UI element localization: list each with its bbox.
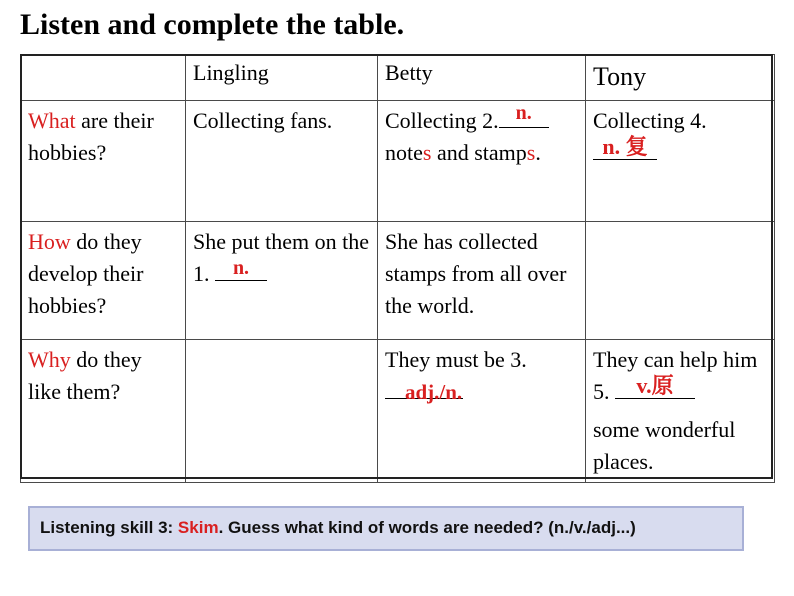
answer-text: adj./n.: [405, 380, 463, 404]
question-cell: [21, 340, 186, 483]
hobbies-table: [20, 54, 775, 483]
cell-text: They can help him 5.: [593, 347, 758, 404]
betty-cell: [378, 101, 586, 222]
question-text: do they develop their hobbies?: [28, 229, 144, 318]
lingling-cell: [186, 340, 378, 483]
answer-text: v.原: [636, 373, 674, 398]
cell-text: notes and stamps.: [385, 140, 541, 165]
question-keyword: What: [28, 108, 76, 133]
header-lingling: Lingling: [186, 55, 378, 101]
table-row: [21, 340, 775, 483]
skill-prefix: Listening skill 3:: [40, 518, 178, 537]
question-keyword: Why: [28, 347, 71, 372]
skill-keyword: Skim: [177, 518, 219, 537]
question-cell: [21, 101, 186, 222]
cell-text: Collecting 2.: [385, 108, 499, 133]
answer-blank-5[interactable]: [615, 373, 695, 399]
table-row: [21, 101, 775, 222]
cell-text: She put them on the 1.: [193, 229, 369, 286]
tony-cell: [586, 101, 775, 222]
betty-cell: She has collected stamps from all over the world.: [378, 222, 586, 340]
lingling-cell: [186, 222, 378, 340]
header-empty-cell: [21, 55, 186, 101]
cell-text: Collecting 4.: [593, 108, 707, 133]
answer-blank-4[interactable]: [593, 134, 657, 160]
answer-text: n.: [515, 102, 532, 124]
question-cell: [21, 222, 186, 340]
skill-suffix: . Guess what kind of words are needed? (n./v./adj...): [218, 518, 636, 537]
answer-blank-2[interactable]: [499, 102, 549, 128]
cell-text: They must be 3.: [385, 347, 527, 372]
table-header-row: [21, 55, 775, 101]
page-title: Listen and complete the table.: [20, 8, 405, 41]
answer-text: n. 复: [602, 134, 648, 159]
tony-cell: [586, 340, 775, 483]
betty-cell: [378, 340, 586, 483]
question-keyword: How: [28, 229, 71, 254]
header-tony: Tony: [586, 55, 775, 101]
answer-text: n.: [232, 257, 250, 279]
table-row: [21, 222, 775, 340]
lingling-cell: Collecting fans.: [186, 101, 378, 222]
answer-blank-1[interactable]: [215, 257, 267, 281]
header-betty: Betty: [378, 55, 586, 101]
cell-text: some wonderful places.: [593, 417, 736, 474]
tony-cell: [586, 222, 775, 340]
question-text: are their hobbies?: [28, 108, 154, 165]
listening-skill-box: [28, 506, 744, 551]
question-text: do they like them?: [28, 347, 142, 404]
answer-blank-3[interactable]: [385, 378, 463, 404]
